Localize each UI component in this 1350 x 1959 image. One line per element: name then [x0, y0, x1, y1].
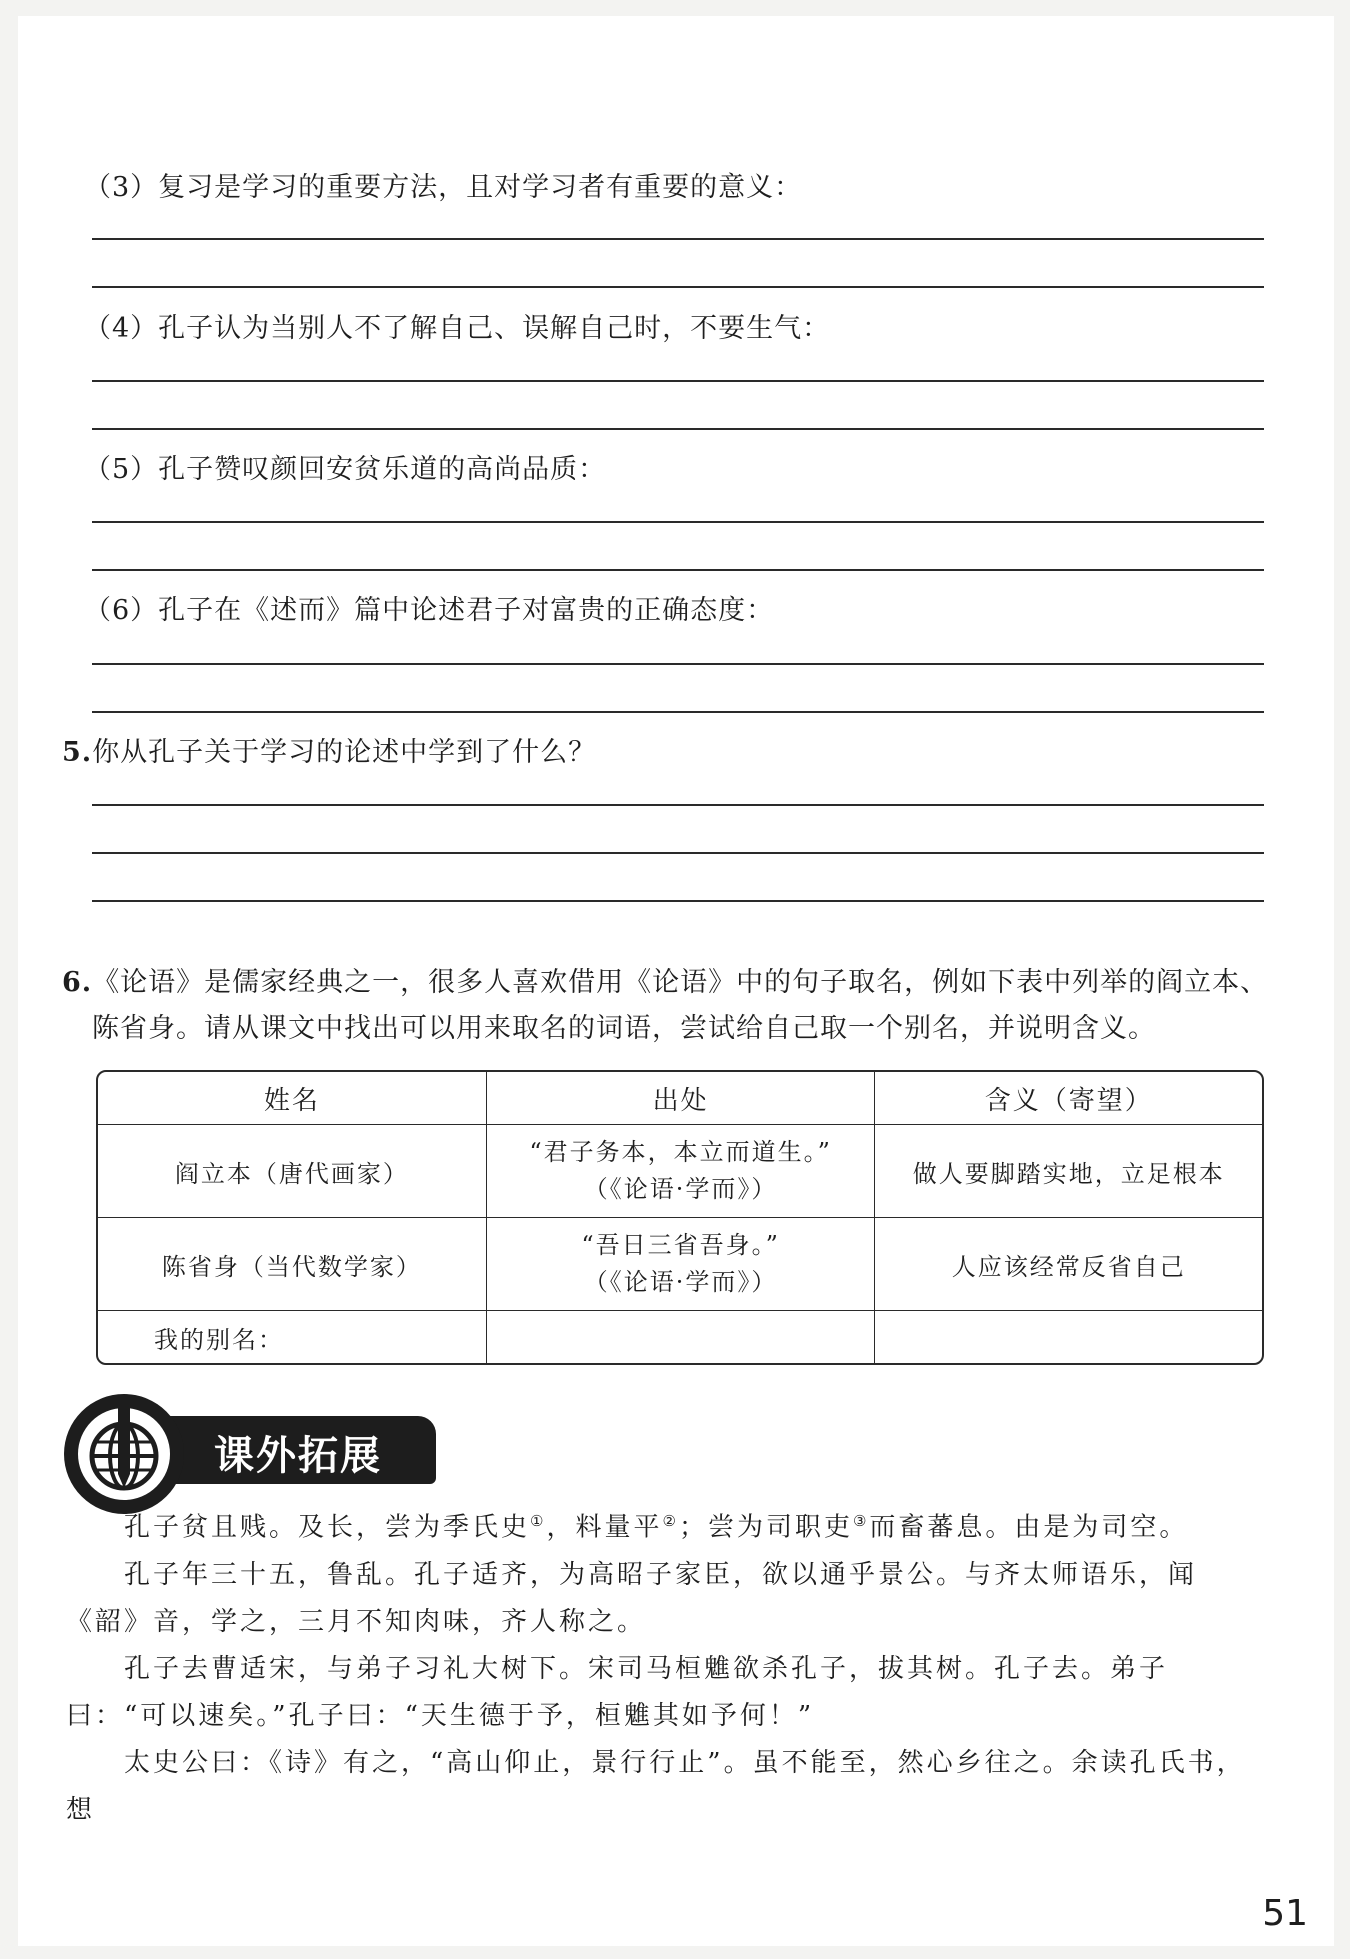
answer-line[interactable]: [92, 663, 1264, 665]
name-table: [96, 1070, 1264, 1365]
table-row: [98, 1125, 1262, 1218]
answer-line[interactable]: [92, 900, 1264, 902]
name-cell: 陈省身（当代数学家）: [98, 1218, 487, 1311]
my-alias-meaning-cell[interactable]: [875, 1311, 1262, 1363]
table-header-row: [98, 1072, 1262, 1125]
paragraph: [66, 1498, 1266, 1552]
footnote-marker: ③: [852, 1512, 870, 1530]
question-number: 6.: [62, 967, 93, 998]
my-alias-label: 我的别名：: [98, 1311, 487, 1363]
column-header: 出处: [487, 1072, 876, 1125]
my-alias-row: [98, 1311, 1262, 1363]
table-row: [98, 1218, 1262, 1311]
question-4: （4）孔子认为当别人不了解自己、误解自己时，不要生气：: [84, 313, 831, 344]
source-text: （《论语·学而》）: [583, 1268, 778, 1296]
paragraph: 太史公曰：《诗》有之，“高山仰止，景行行止”。虽不能至，然心乡往之。余读孔氏书，想: [66, 1747, 1246, 1825]
footnote-marker: ①: [530, 1512, 547, 1530]
question-5: （5）孔子赞叹颜回安贫乐道的高尚品质：: [84, 454, 607, 485]
section-title: 课外拓展: [214, 1433, 382, 1479]
answer-line[interactable]: [92, 569, 1264, 571]
my-alias-source-cell[interactable]: [487, 1311, 876, 1363]
column-header: 姓名: [98, 1072, 487, 1125]
question-3: （3）复习是学习的重要方法，且对学习者有重要的意义：: [84, 172, 803, 203]
answer-line[interactable]: [92, 380, 1264, 382]
name-cell: 阎立本（唐代画家）: [98, 1125, 487, 1218]
paragraph-text: ；尝为司职吏: [678, 1512, 853, 1543]
quote-text: “君子务本，本立而道生。”: [529, 1138, 832, 1166]
answer-line[interactable]: [92, 852, 1264, 854]
answer-line[interactable]: [92, 711, 1264, 713]
paragraph-text: ，料量平: [546, 1512, 663, 1543]
column-header: 含义（寄望）: [875, 1072, 1262, 1125]
paragraph-text: 孔子贫且贱。及长，尝为季氏史: [124, 1512, 531, 1543]
meaning-cell: 做人要脚踏实地，立足根本: [875, 1125, 1262, 1218]
answer-line[interactable]: [92, 428, 1264, 430]
source-text: （《论语·学而》）: [583, 1175, 778, 1203]
question-main-5: [62, 730, 596, 769]
question-text: 《论语》是儒家经典之一，很多人喜欢借用《论语》中的句子取名，例如下表中列举的阎立本、陈省身。请从课文中找出可以用来取名的词语，尝试给自己取一个别名，并说明含义。: [92, 967, 1269, 1044]
page-number: 51: [1262, 1893, 1308, 1934]
paragraph: 孔子去曹适宋，与弟子习礼大树下。宋司马桓魋欲杀孔子，拔其树。孔子去。弟子曰：“可以速矣。”孔子曰：“天生德于予，桓魋其如予何！”: [66, 1653, 1169, 1731]
paragraph: 孔子年三十五，鲁乱。孔子适齐，为高昭子家臣，欲以通乎景公。与齐太师语乐，闻《韶》音，学之，三月不知肉味，齐人称之。: [66, 1559, 1198, 1637]
question-6: （6）孔子在《述而》篇中论述君子对富贵的正确态度：: [84, 595, 775, 626]
source-cell: [487, 1125, 876, 1218]
answer-line[interactable]: [92, 804, 1264, 806]
footnote-marker: ②: [662, 1512, 679, 1530]
answer-line[interactable]: [92, 238, 1264, 240]
quote-text: “吾日三省吾身。”: [581, 1231, 780, 1259]
question-text: 你从孔子关于学习的论述中学到了什么？: [92, 737, 597, 768]
answer-line[interactable]: [92, 286, 1264, 288]
paragraph-text: 而畜蕃息。由是为司空。: [869, 1512, 1189, 1543]
meaning-cell: 人应该经常反省自己: [875, 1218, 1262, 1311]
question-number: 5.: [62, 737, 93, 768]
question-main-6: [62, 960, 1272, 1052]
answer-line[interactable]: [92, 521, 1264, 523]
source-cell: [487, 1218, 876, 1311]
extension-reading: [66, 1498, 1266, 1834]
